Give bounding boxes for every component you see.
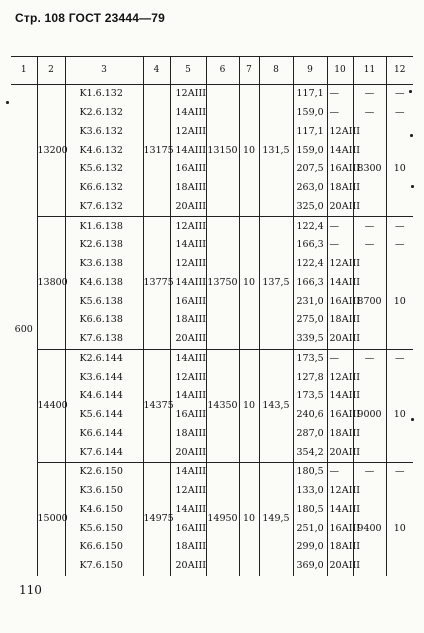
rebar-cell: 12АIII (170, 482, 206, 501)
length-cell: 14400 (37, 349, 65, 463)
mass-cell: 207,5 (293, 160, 327, 179)
mark-cell: K2.6.150 (65, 463, 143, 482)
mass-cell: 299,0 (293, 538, 327, 557)
dash-cell: — (386, 217, 413, 236)
count-cell: 10 (386, 255, 413, 349)
length-cell: 13200 (37, 85, 65, 217)
rebar-cell: 12АIII (170, 85, 206, 104)
mark-cell: K5.6.144 (65, 406, 143, 425)
length-cell: 13775 (143, 217, 170, 349)
rebar-cell: 20АIII (327, 443, 353, 462)
table-row (11, 463, 413, 482)
mass-cell: 166,3 (293, 274, 327, 293)
rebar-cell: 18АIII (327, 179, 353, 198)
column-header: 11 (353, 57, 386, 85)
rebar-cell: 12АIII (170, 217, 206, 236)
scan-speck (409, 90, 412, 93)
column-header: 8 (259, 57, 293, 85)
length-cell: 14975 (143, 463, 170, 576)
rebar-cell: 14АIII (170, 387, 206, 406)
rebar-cell: 14АIII (170, 501, 206, 520)
mass-cell: 180,5 (293, 501, 327, 520)
mark-cell: K5.6.138 (65, 292, 143, 311)
column-header: 9 (293, 57, 327, 85)
value-cell: 143,5 (259, 349, 293, 463)
rebar-cell: 12АIII (327, 255, 353, 274)
rebar-cell: 20АIII (327, 330, 353, 349)
rebar-cell: — (327, 85, 353, 104)
rebar-cell: 18АIII (327, 538, 353, 557)
scan-speck (6, 101, 9, 104)
dash-cell: — (353, 236, 386, 255)
rebar-cell: 14АIII (170, 104, 206, 123)
force-cell: 9000 (353, 368, 386, 462)
mark-cell: K4.6.144 (65, 387, 143, 406)
span-value-cell: 600 (14, 324, 33, 336)
table-row (11, 217, 413, 236)
rebar-cell: 14АIII (170, 141, 206, 160)
rebar-cell: 12АIII (170, 368, 206, 387)
count-cell: 10 (239, 217, 259, 349)
mass-cell: 122,4 (293, 217, 327, 236)
rebar-cell: 16АIII (170, 406, 206, 425)
rebar-cell: 14АIII (327, 387, 353, 406)
dash-cell: — (386, 85, 413, 104)
value-cell: 149,5 (259, 463, 293, 576)
mark-cell: K1.6.132 (65, 85, 143, 104)
page-header: Стр. 108 ГОСТ 23444—79 (15, 11, 166, 25)
column-header: 5 (170, 57, 206, 85)
rebar-cell: 16АIII (327, 160, 353, 179)
column-header: 3 (65, 57, 143, 85)
column-header: 7 (239, 57, 259, 85)
dash-cell: — (353, 104, 386, 123)
rebar-cell: 16АIII (327, 406, 353, 425)
count-cell: 10 (239, 463, 259, 576)
mark-cell: K7.6.132 (65, 198, 143, 217)
rebar-cell: — (327, 217, 353, 236)
mass-cell: 263,0 (293, 179, 327, 198)
column-header: 6 (206, 57, 239, 85)
rebar-cell: 20АIII (170, 557, 206, 576)
rebar-cell: 16АIII (170, 160, 206, 179)
rebar-cell: 12АIII (327, 123, 353, 142)
rebar-cell: 16АIII (170, 292, 206, 311)
rebar-cell: 18АIII (170, 179, 206, 198)
mark-cell: K5.6.150 (65, 519, 143, 538)
mass-cell: 159,0 (293, 141, 327, 160)
mark-cell: K3.6.150 (65, 482, 143, 501)
mark-cell: K2.6.138 (65, 236, 143, 255)
rebar-cell: 18АIII (170, 425, 206, 444)
table-row (11, 349, 413, 368)
rebar-cell: 16АIII (170, 519, 206, 538)
rebar-cell: 20АIII (170, 330, 206, 349)
rebar-cell: 16АIII (327, 519, 353, 538)
mass-cell: 231,0 (293, 292, 327, 311)
mark-cell: K7.6.138 (65, 330, 143, 349)
rebar-cell: 14АIII (170, 349, 206, 368)
rebar-cell: — (327, 104, 353, 123)
dash-cell: — (353, 85, 386, 104)
dash-cell: — (386, 349, 413, 368)
table-body (11, 85, 413, 576)
mark-cell: K6.6.132 (65, 179, 143, 198)
length-cell: 13150 (206, 85, 239, 217)
mass-cell: 117,1 (293, 85, 327, 104)
rebar-cell: 20АIII (327, 557, 353, 576)
count-cell: 10 (239, 85, 259, 217)
dash-cell: — (353, 349, 386, 368)
length-cell: 13800 (37, 217, 65, 349)
dash-cell: — (386, 463, 413, 482)
dash-cell: — (353, 217, 386, 236)
column-header: 1 (11, 57, 37, 85)
reinforcement-table (11, 56, 413, 576)
rebar-cell: 14АIII (327, 274, 353, 293)
scan-speck (410, 134, 413, 137)
mass-cell: 369,0 (293, 557, 327, 576)
mass-cell: 275,0 (293, 311, 327, 330)
column-header: 4 (143, 57, 170, 85)
length-cell: 14950 (206, 463, 239, 576)
mass-cell: 354,2 (293, 443, 327, 462)
rebar-cell: — (327, 463, 353, 482)
length-cell: 15000 (37, 463, 65, 576)
mark-cell: K4.6.132 (65, 141, 143, 160)
rebar-cell: 12АIII (170, 123, 206, 142)
mark-cell: K3.6.138 (65, 255, 143, 274)
count-cell: 10 (386, 368, 413, 462)
mass-cell: 133,0 (293, 482, 327, 501)
value-cell: 137,5 (259, 217, 293, 349)
mass-cell: 117,1 (293, 123, 327, 142)
mark-cell: K6.6.150 (65, 538, 143, 557)
dash-cell: — (386, 236, 413, 255)
mark-cell: K3.6.132 (65, 123, 143, 142)
scan-speck (411, 418, 414, 421)
count-cell: 10 (386, 123, 413, 217)
mass-cell: 173,5 (293, 349, 327, 368)
rebar-cell: 18АIII (327, 425, 353, 444)
rebar-cell: — (327, 349, 353, 368)
mass-cell: 127,8 (293, 368, 327, 387)
mass-cell: 173,5 (293, 387, 327, 406)
rebar-cell: 18АIII (170, 311, 206, 330)
value-cell: 131,5 (259, 85, 293, 217)
mark-cell: K3.6.144 (65, 368, 143, 387)
rebar-cell: 18АIII (170, 538, 206, 557)
mark-cell: K1.6.138 (65, 217, 143, 236)
rebar-cell: 12АIII (170, 255, 206, 274)
length-cell: 13175 (143, 85, 170, 217)
length-cell: 14350 (206, 349, 239, 463)
mark-cell: K5.6.132 (65, 160, 143, 179)
rebar-cell: 14АIII (170, 236, 206, 255)
table-header-row (11, 57, 413, 85)
mark-cell: K6.6.144 (65, 425, 143, 444)
mass-cell: 325,0 (293, 198, 327, 217)
rebar-cell: 20АIII (327, 198, 353, 217)
mass-cell: 339,5 (293, 330, 327, 349)
mark-cell: K6.6.138 (65, 311, 143, 330)
rebar-cell: 12АIII (327, 482, 353, 501)
mark-cell: K2.6.132 (65, 104, 143, 123)
table-row (11, 85, 413, 104)
mark-cell: K7.6.144 (65, 443, 143, 462)
rebar-cell: 16АIII (327, 292, 353, 311)
rebar-cell: — (327, 236, 353, 255)
column-header: 2 (37, 57, 65, 85)
mark-cell: K2.6.144 (65, 349, 143, 368)
dash-cell: — (353, 463, 386, 482)
column-header: 10 (327, 57, 353, 85)
length-cell: 14375 (143, 349, 170, 463)
count-cell: 10 (386, 482, 413, 576)
rebar-cell: 12АIII (327, 368, 353, 387)
count-cell: 10 (239, 349, 259, 463)
mass-cell: 180,5 (293, 463, 327, 482)
scan-speck (411, 185, 414, 188)
rebar-cell: 14АIII (327, 501, 353, 520)
force-cell: 8300 (353, 123, 386, 217)
page-number: 110 (19, 583, 42, 597)
mass-cell: 251,0 (293, 519, 327, 538)
force-cell: 8700 (353, 255, 386, 349)
force-cell: 9400 (353, 482, 386, 576)
mass-cell: 240,6 (293, 406, 327, 425)
rebar-cell: 14АIII (327, 141, 353, 160)
rebar-cell: 20АIII (170, 198, 206, 217)
mass-cell: 122,4 (293, 255, 327, 274)
rebar-cell: 14АIII (170, 463, 206, 482)
mass-cell: 159,0 (293, 104, 327, 123)
rebar-cell: 14АIII (170, 274, 206, 293)
rebar-cell: 20АIII (170, 443, 206, 462)
mass-cell: 166,3 (293, 236, 327, 255)
dash-cell: — (386, 104, 413, 123)
mass-cell: 287,0 (293, 425, 327, 444)
mark-cell: K7.6.150 (65, 557, 143, 576)
rebar-cell: 18АIII (327, 311, 353, 330)
mark-cell: K4.6.138 (65, 274, 143, 293)
length-cell: 13750 (206, 217, 239, 349)
column-header: 12 (386, 57, 413, 85)
mark-cell: K4.6.150 (65, 501, 143, 520)
